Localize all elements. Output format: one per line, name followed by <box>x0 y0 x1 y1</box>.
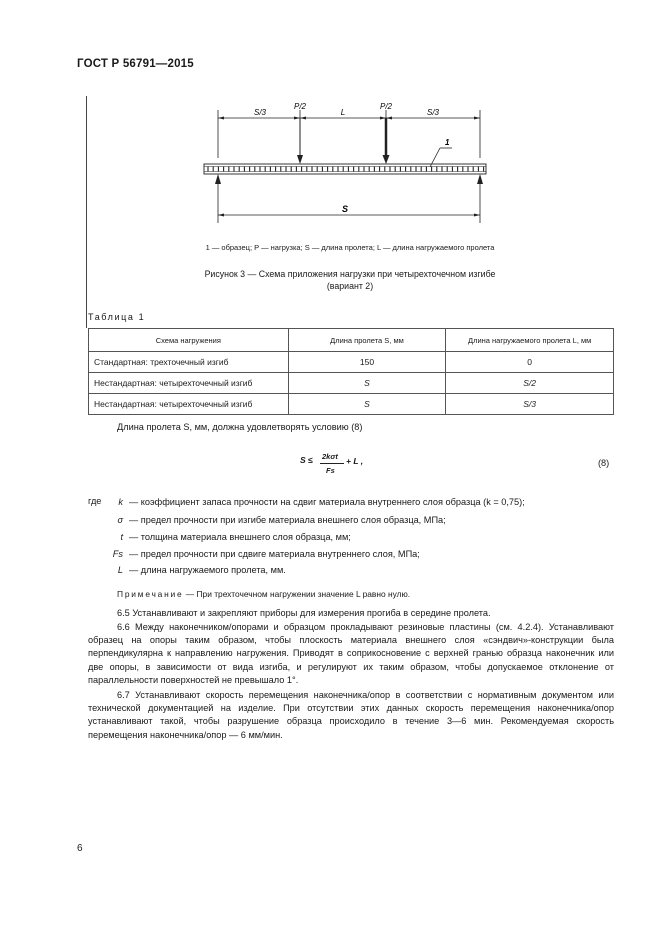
table-cell: S <box>288 373 446 394</box>
label-p2-right: P/2 <box>379 102 393 111</box>
formula-fraction-bar <box>320 463 344 464</box>
label-l: L <box>340 108 346 117</box>
table-cell: 150 <box>288 352 446 373</box>
figure-caption <box>80 268 620 292</box>
four-point-bending-diagram <box>190 98 500 238</box>
figure-legend: 1 — образец; P — нагрузка; S — длина пролета; L — длина нагружаемого пролета <box>205 243 495 252</box>
table-cell: Нестандартная: четырехточечный изгиб <box>89 394 289 415</box>
table-row <box>89 394 614 415</box>
table-title: Таблица 1 <box>88 312 146 322</box>
table-cell: S/3 <box>446 394 614 415</box>
label-p2-left: P/2 <box>293 102 307 111</box>
note <box>117 589 410 599</box>
where-symbol: Fs <box>112 549 123 559</box>
formula-numerator: 2kσt <box>322 452 338 461</box>
paragraph-6-6: 6.6 Между наконечником/опорами и образцом прокладывают резиновые пластины (см. 4.2.4). Устанавливают образец на опоры таким образом, чтобы плоскость материала внешнего слоя «сэндвич»-конструкции была перпендикулярна к направлению нагружения. Приводят в соприкосновение с верхней гранью образца наконечник или две опоры, в зависимости от вида изгиба, и регулируют их таким образом, чтобы допускаемое отклонение от параллельности поверхностей не превышало 1°. <box>88 622 614 685</box>
table-row <box>89 352 614 373</box>
where-symbol: k <box>118 497 123 507</box>
table-cell: Нестандартная: четырехточечный изгиб <box>89 373 289 394</box>
where-symbol: t <box>120 532 123 542</box>
table-header-cell: Длина пролета S, мм <box>288 329 446 352</box>
formula-rhs: + L , <box>346 456 364 466</box>
left-support-arrow <box>215 174 221 184</box>
table-header-cell: Схема нагружения <box>89 329 289 352</box>
table-cell: S/2 <box>446 373 614 394</box>
where-text: — предел прочности при сдвиге материала внутреннего слоя, МПа; <box>129 549 420 559</box>
paragraph-6-5: 6.5 Устанавливают и закрепляют приборы для измерения прогиба в середине пролета. <box>117 608 491 618</box>
where-symbol: L <box>117 565 123 575</box>
table-cell: Стандартная: трехточечный изгиб <box>89 352 289 373</box>
loading-scheme-table <box>88 328 614 415</box>
condition-paragraph: Длина пролета S, мм, должна удовлетворять условию (8) <box>117 422 363 432</box>
where-symbol: σ <box>117 515 123 525</box>
figure-caption-line2: (вариант 2) <box>326 281 374 291</box>
right-support-arrow <box>477 174 483 184</box>
where-text: — длина нагружаемого пролета, мм. <box>129 565 286 575</box>
margin-line <box>86 96 87 328</box>
table-header-cell: Длина нагружаемого пролета L, мм <box>446 329 614 352</box>
note-text: — При трехточечном нагружении значение L равно нулю. <box>183 589 411 599</box>
table-row <box>89 373 614 394</box>
table-cell: S <box>288 394 446 415</box>
figure-caption-line1: Рисунок 3 — Схема приложения нагрузки при четырехточечном изгибе <box>204 269 496 279</box>
where-word: где <box>88 496 102 506</box>
where-text: — толщина материала внешнего слоя образца, мм; <box>129 532 351 542</box>
callout-number: 1 <box>445 138 450 147</box>
note-label: Примечание <box>117 589 184 599</box>
table-cell: 0 <box>446 352 614 373</box>
formula-number: (8) <box>598 458 610 468</box>
where-text: — коэффициент запаса прочности на сдвиг материала внутреннего слоя образца (k = 0,75); <box>129 497 525 507</box>
formula-lhs: S ≤ <box>300 455 313 465</box>
document-header: ГОСТ Р 56791—2015 <box>77 58 194 70</box>
formula-denominator: Fs <box>326 466 335 475</box>
specimen-beam <box>204 164 486 174</box>
table-header-row <box>89 329 614 352</box>
page-number: 6 <box>77 843 83 854</box>
label-s: S <box>341 204 349 214</box>
label-s3-left: S/3 <box>253 108 267 117</box>
paragraph-6-7: 6.7 Устанавливают скорость перемещения наконечника/опор в соответствии с нормативным документом или технической документацией на изделие. При отсутствии этих данных скорость перемещения наконечника/опор устанавливают такой, чтобы разрушение образца происходило в течение 3—6 мин. Рекомендуемая скорость перемещения наконечника/опор — 6 мм/мин. <box>88 690 614 740</box>
label-s3-right: S/3 <box>426 108 440 117</box>
where-text: — предел прочности при изгибе материала внешнего слоя образца, МПа; <box>129 515 446 525</box>
